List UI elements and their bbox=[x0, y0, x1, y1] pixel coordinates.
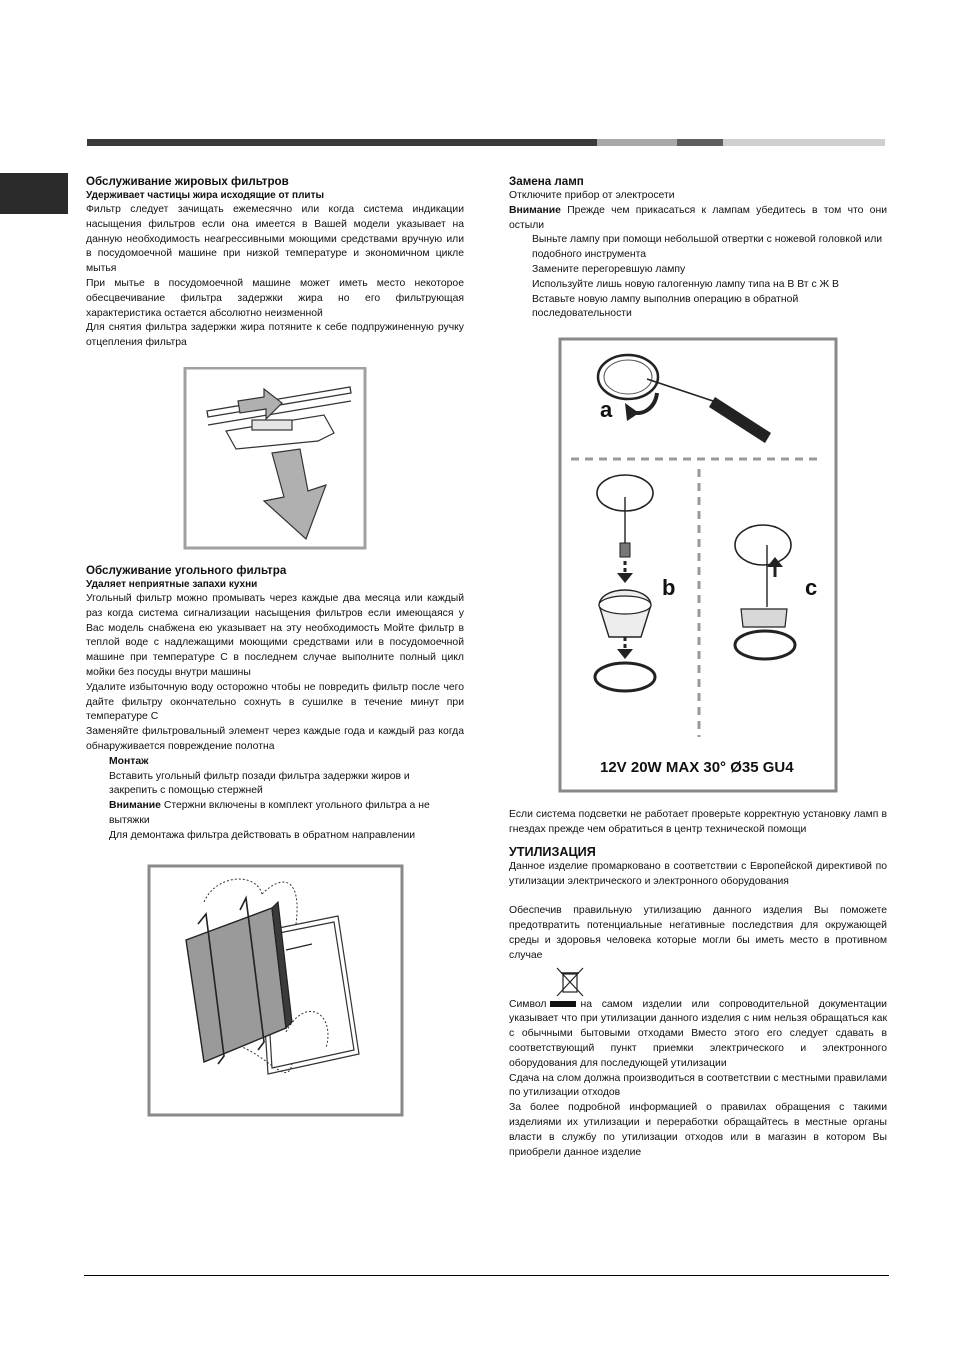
symbol-text: на самом изделии или сопроводительной документации указывает что при утилизации данного изделия с ним нельзя обращаться как с обычными бытовыми отходами Вместо этого его следует сдавать в соответствующий пункт приемки электрического и электронного оборудования для последующей утилизации bbox=[509, 998, 887, 1069]
lamp-step-3: Используйте лишь новую галогенную лампу типа на В Вт с Ж В bbox=[532, 278, 839, 290]
grease-filter-p3: Для снятия фильтра задержки жира потяните к себе подпружиненную ручку отцепления фильтра bbox=[86, 322, 464, 349]
carbon-filter-title: Обслуживание угольного фильтра bbox=[86, 563, 287, 577]
lamp-figure-label-c: c bbox=[805, 575, 818, 601]
disposal-p3 bbox=[509, 998, 887, 1072]
lamp-step-1: Выньте лампу при помощи небольшой отвертки с ножевой головкой или подобного инструмента bbox=[532, 234, 883, 261]
carbon-filter-subtitle: Удаляет неприятные запахи кухни bbox=[86, 578, 258, 590]
grease-filter-p2: При мытье в посудомоечной машине может иметь место некоторое обесцвечивание фильтра задержки жира но его фильтрующая характеристика остается абсолютно неизменной bbox=[86, 277, 464, 319]
lamp-step-2: Замените перегоревшую лампу bbox=[532, 263, 686, 275]
carbon-filter-p1: Угольный фильтр можно промывать через каждые два месяца или каждый раз когда система сигнализации насыщения фильтров если имеющаяся у Вас модель снабжена ею указывает на эту необходимость Мойте фильтр в теплой воде с надлежащими моющими средствами или в посудомоечной машине при температуре С в последнем случае выполните полный цикл мойки без посуды внутри машины bbox=[86, 592, 464, 678]
disposal-p2: Обеспечив правильную утилизацию данного изделия Вы поможете предотвратить потенциальные негативные последствия для окружающей среды и здоровья человека которые могли бы иметь место в противном случае bbox=[509, 905, 887, 961]
header-bar-pale bbox=[723, 139, 885, 146]
mounting-title: Монтаж bbox=[109, 755, 149, 767]
attention-label: Внимание bbox=[509, 204, 561, 216]
disposal-p4: Сдача на слом должна производиться в соответствии с местными правилами по утилизации отходов bbox=[509, 1072, 887, 1099]
grease-filter-p1: Фильтр следует зачищать ежемесячно или когда система индикации насыщения фильтров если она имеется в Вашей модели указывает на данную необходимость неагрессивными моющими средствами вручную или в посудомоечной машине при низкой температуре и экономичном цикле мытья bbox=[86, 204, 464, 275]
footer-rule bbox=[84, 1275, 889, 1276]
lamp-replacement-illustration bbox=[509, 337, 887, 797]
header-bar-light bbox=[597, 139, 677, 146]
grease-filter-removal-illustration bbox=[86, 367, 464, 559]
language-side-tab bbox=[0, 173, 68, 214]
disposal-p5: За более подробной информацией о правилах обращения с такими изделиями их утилизации и переработки обращайтесь в местные органы власти в службу по утилизации отходов или в магазин в котором Вы приобрели данное изделие bbox=[509, 1102, 887, 1158]
lamp-attention-note bbox=[509, 204, 887, 234]
mounting-text: Вставить угольный фильтр позади фильтра задержки жиров и закрепить с помощью стержней bbox=[109, 770, 410, 797]
lamp-replacement-title: Замена ламп bbox=[509, 175, 584, 188]
attention-label: Внимание bbox=[109, 800, 161, 812]
carbon-filter-p2: Удалите избыточную воду осторожно чтобы не повредить фильтр после чего дайте фильтру окончательно сохнуть в сушилке в течение минут при температуре С bbox=[86, 681, 464, 723]
lamp-figure-label-b: b bbox=[662, 575, 676, 601]
right-column bbox=[509, 174, 887, 1160]
disposal-p1: Данное изделие промарковано в соответствии с Европейской директивой по утилизации электрического и электронного оборудования bbox=[509, 860, 887, 887]
grease-filter-title: Обслуживание жировых фильтров bbox=[86, 175, 289, 188]
carbon-filter-p3: Заменяйте фильтровальный элемент через каждые года и каждый раз когда обнаруживается повреждение полотна bbox=[86, 726, 464, 752]
crossed-bin-icon bbox=[555, 966, 585, 998]
removal-text: Для демонтажа фильтра действовать в обратном направлении bbox=[109, 829, 416, 841]
lamp-figure-label-a: a bbox=[600, 397, 613, 423]
lamp-troubleshooting-text: Если система подсветки не работает проверьте корректную установку ламп в гнездах прежде чем обратиться в центр технической помощи bbox=[509, 809, 887, 835]
symbol-label: Символ bbox=[509, 998, 547, 1010]
grease-filter-subtitle: Удерживает частицы жира исходящие от плиты bbox=[86, 190, 325, 201]
carbon-attention-note bbox=[86, 799, 464, 829]
attention-text: Прежде чем прикасаться к лампам убедитесь в том что они остыли bbox=[509, 204, 887, 231]
left-column bbox=[86, 174, 464, 1118]
attention-text: Стержни включены в комплект угольного фильтра а не вытяжки bbox=[109, 800, 430, 826]
header-bar-dark bbox=[87, 139, 597, 146]
lamp-spec-caption: 12V 20W MAX 30° Ø35 GU4 bbox=[600, 759, 794, 777]
lamp-step-4: Вставьте новую лампу выполнив операцию в обратной последовательности bbox=[532, 293, 799, 320]
symbol-bar bbox=[550, 1001, 576, 1007]
header-bar-mid bbox=[677, 139, 723, 146]
lamp-step-disconnect: Отключите прибор от электросети bbox=[509, 190, 675, 201]
disposal-title: УТИЛИЗАЦИЯ bbox=[509, 844, 596, 859]
carbon-filter-illustration bbox=[86, 864, 464, 1118]
